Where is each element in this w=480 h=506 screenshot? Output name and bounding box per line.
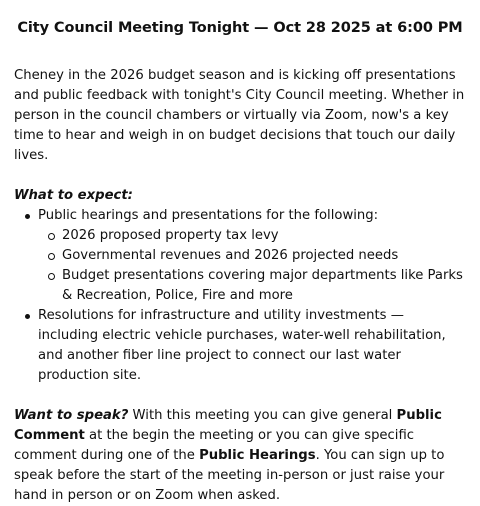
list-item — [14, 306, 466, 386]
post-title: City Council Meeting Tonight — Oct 28 2025 at 6:00 PM — [17, 20, 463, 36]
list-item-text: Public hearings and presentations for the following: — [38, 208, 379, 223]
what-to-expect-heading: What to expect: — [14, 188, 133, 203]
list-item-text: Resolutions for infrastructure and utility investments — including electric vehicle purchases, water-well rehabilitation, and another fiber line project to connect our last water production site. — [38, 308, 446, 383]
public-comment-term: Public Comment — [14, 408, 442, 443]
want-to-speak-lead: Want to speak? — [14, 408, 129, 423]
sub-list-item: Budget presentations covering major departments like Parks & Recreation, Police, Fire and more — [38, 266, 466, 306]
speak-text: . You can sign up to speak before the start of the meeting in-person or just raise your hand in person or on Zoom when asked. — [14, 448, 445, 503]
expect-list — [14, 206, 466, 386]
want-to-speak-paragraph — [14, 406, 466, 506]
intro-paragraph: Cheney in the 2026 budget season and is kicking off presentations and public feedback with tonight's City Council meeting. Whether in person in the council chambers or virtually via Zoom, now's a key time to hear and weigh in on budget decisions that touch our daily lives. — [14, 68, 465, 163]
public-hearings-term: Public Hearings — [199, 448, 316, 463]
sub-list-item: Governmental revenues and 2026 projected needs — [38, 246, 466, 266]
sub-list — [38, 226, 466, 306]
speak-text: at the begin the meeting or you can give specific comment during one of the — [14, 428, 415, 463]
what-to-expect-section — [14, 186, 466, 386]
sub-list-item: 2026 proposed property tax levy — [38, 226, 466, 246]
speak-text: With this meeting you can give general — [128, 408, 397, 423]
list-item — [14, 206, 466, 306]
